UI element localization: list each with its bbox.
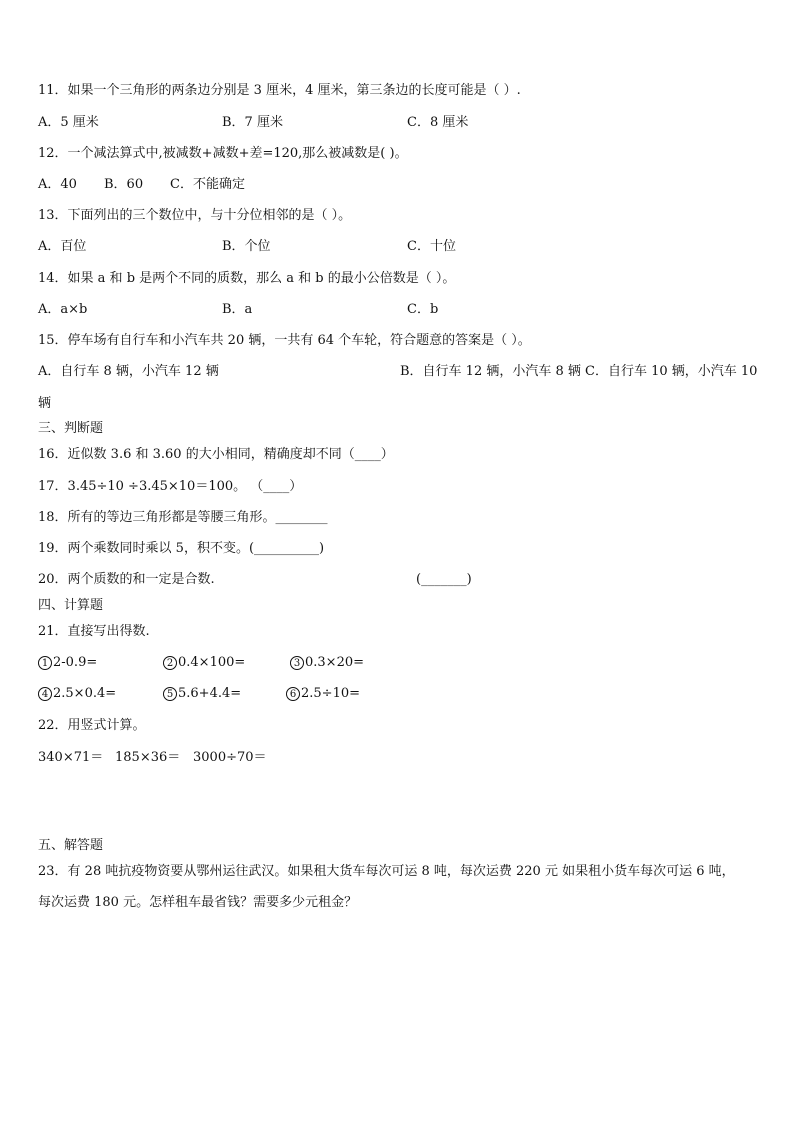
vertical-calc-2: 185×36＝ xyxy=(115,750,181,765)
question-20: 20．两个质数的和一定是合数. xyxy=(38,572,215,587)
question-15-option-a: A．自行车 8 辆，小汽车 12 辆 xyxy=(38,364,219,379)
question-19: 19．两个乘数同时乘以 5，积不变。(__________) xyxy=(38,541,325,556)
question-11-option-b: B．7 厘米 xyxy=(222,115,283,130)
question-12: 12．一个减法算式中,被减数+减数+差=120,那么被减数是( )。 xyxy=(38,146,408,161)
question-16: 16．近似数 3.6 和 3.60 的大小相同，精确度却不同（____） xyxy=(38,447,394,462)
question-12-option-a: A．40 xyxy=(38,177,77,192)
calc-item-1 xyxy=(38,655,97,671)
question-13-option-c: C．十位 xyxy=(407,239,456,254)
question-23-line-2: 每次运费 180 元。怎样租车最省钱？需要多少元租金？ xyxy=(38,895,358,910)
calc-item-2 xyxy=(163,655,245,671)
circled-number: 2 xyxy=(163,656,177,670)
question-21: 21．直接写出得数. xyxy=(38,624,150,639)
section-heading-calculation: 四、计算题 xyxy=(38,598,104,613)
vertical-calc-3: 3000÷70＝ xyxy=(193,750,267,765)
question-11: 11．如果一个三角形的两条边分别是 3 厘米，4 厘米，第三条边的长度可能是（ ）. xyxy=(38,83,521,98)
question-17: 17．3.45÷10 ÷3.45×10＝100。 （____） xyxy=(38,479,303,494)
circled-number: 5 xyxy=(163,687,177,701)
calc-item-6 xyxy=(286,686,360,702)
question-14-option-c: C．b xyxy=(407,302,439,317)
calc-expression: 0.4×100= xyxy=(178,655,246,670)
question-12-option-c: C．不能确定 xyxy=(170,177,245,192)
calc-expression: 2.5×0.4= xyxy=(53,686,117,701)
question-12-option-b: B．60 xyxy=(104,177,144,192)
section-heading-judgement: 三、判断题 xyxy=(38,421,104,436)
question-11-option-a: A．5 厘米 xyxy=(38,115,99,130)
question-14-option-a: A．a×b xyxy=(38,302,88,317)
question-20-blank: (_______) xyxy=(416,572,472,587)
question-14: 14．如果 a 和 b 是两个不同的质数，那么 a 和 b 的最小公倍数是（ ）。 xyxy=(38,271,456,286)
calc-expression: 0.3×20= xyxy=(305,655,365,670)
section-heading-answer: 五、解答题 xyxy=(38,838,104,853)
calc-item-5 xyxy=(163,686,241,702)
vertical-calc-1: 340×71＝ xyxy=(38,750,104,765)
calc-expression: 5.6+4.4= xyxy=(178,686,242,701)
question-13: 13．下面列出的三个数位中，与十分位相邻的是（ ）。 xyxy=(38,208,352,223)
question-11-option-c: C．8 厘米 xyxy=(407,115,469,130)
circled-number: 6 xyxy=(286,687,300,701)
calc-expression: 2.5÷10= xyxy=(301,686,361,701)
circled-number: 3 xyxy=(290,656,304,670)
calc-item-4 xyxy=(38,686,116,702)
question-13-option-b: B．个位 xyxy=(222,239,271,254)
question-23-line-1: 23．有 28 吨抗疫物资要从鄂州运往武汉。如果租大货车每次可运 8 吨，每次运费 220 元 如果租小货车每次可运 6 吨， xyxy=(38,864,735,879)
question-14-option-b: B．a xyxy=(222,302,253,317)
question-22: 22．用竖式计算。 xyxy=(38,718,146,733)
calc-item-3 xyxy=(290,655,364,671)
question-15-option-wrap: 辆 xyxy=(38,396,52,411)
calc-expression: 2-0.9= xyxy=(53,655,98,670)
circled-number: 1 xyxy=(38,656,52,670)
question-18: 18．所有的等边三角形都是等腰三角形。________ xyxy=(38,510,328,525)
circled-number: 4 xyxy=(38,687,52,701)
question-15: 15．停车场有自行车和小汽车共 20 辆，一共有 64 个车轮，符合题意的答案是（ ）。 xyxy=(38,333,531,348)
question-13-option-a: A．百位 xyxy=(38,239,87,254)
question-15-option-b-c: B．自行车 12 辆，小汽车 8 辆 C．自行车 10 辆，小汽车 10 xyxy=(400,364,758,379)
